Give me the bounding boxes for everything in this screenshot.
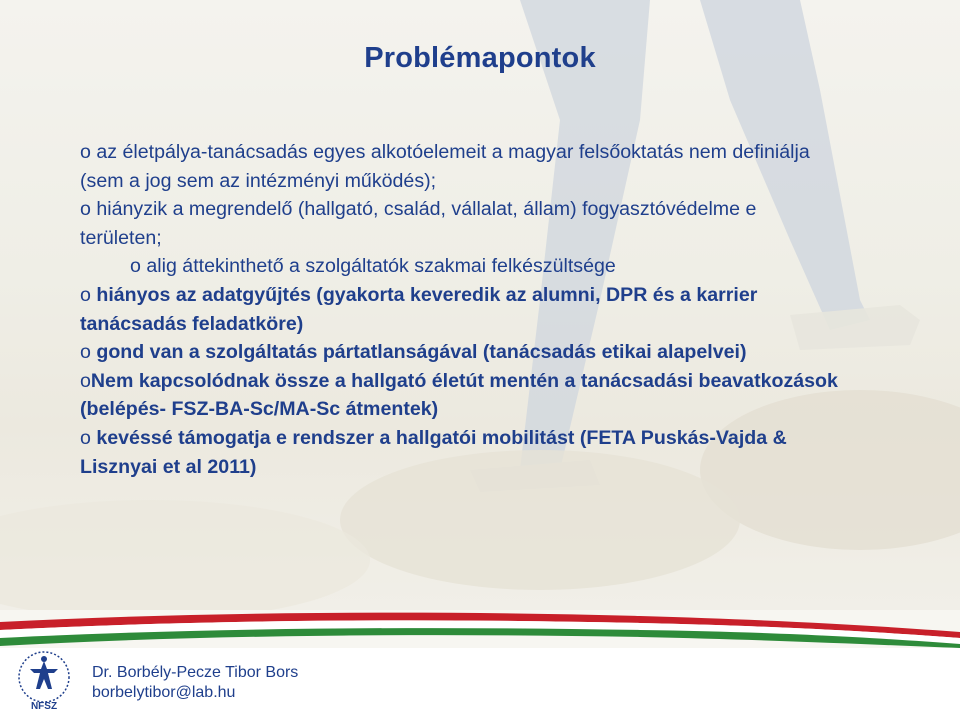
bullet-text: kevéssé támogatja e rendszer a hallgatói mobilitást (FETA Puskás-Vajda & Lisznyai et al 2011) xyxy=(80,426,787,478)
bullet-text: az életpálya-tanácsadás egyes alkotóelemeit a magyar felsőoktatás nem definiálja (sem a jog sem az intézményi működés); xyxy=(80,141,810,192)
bullet-item-5 xyxy=(80,338,840,367)
bullet-text: hiányzik a megrendelő (hallgató, család, vállalat, állam) fogyasztóvédelme e területen; xyxy=(80,198,757,249)
nfsz-logo xyxy=(10,647,78,713)
flag-ribbon xyxy=(0,608,960,648)
bullet-item-6 xyxy=(80,367,840,424)
slide-title: Problémapontok xyxy=(364,42,596,74)
bullet-item-2 xyxy=(80,195,840,252)
bullet-marker: o xyxy=(80,341,91,364)
bullet-text: gond van a szolgáltatás pártatlanságával (tanácsadás etikai alapelvei) xyxy=(90,341,747,364)
bullet-item-4 xyxy=(80,281,840,338)
bullet-marker: o xyxy=(130,255,141,278)
bullet-marker: o xyxy=(80,198,91,221)
bullet-marker: o xyxy=(80,426,91,449)
bullet-text: Nem kapcsolódnak össze a hallgató életút mentén a tanácsadási beavatkozások (belépés- FSZ-BA-Sc/MA-Sc átmentek) xyxy=(80,369,838,421)
bullet-marker: o xyxy=(80,369,91,392)
bullet-text: hiányos az adatgyűjtés (gyakorta keveredik az alumni, DPR és a karrier tanácsadás feladatköre) xyxy=(80,283,758,335)
bullet-text: alig áttekinthető a szolgáltatók szakmai felkészültsége xyxy=(140,255,616,278)
bullet-item-1 xyxy=(80,138,840,195)
author-name: Dr. Borbély-Pecze Tibor Bors xyxy=(92,664,299,681)
bullet-marker: o xyxy=(80,283,91,306)
bullet-list xyxy=(80,138,840,481)
bullet-item-7 xyxy=(80,424,840,481)
bullet-item-3 xyxy=(80,252,840,281)
logo-text: NFSZ xyxy=(30,701,58,712)
bullet-marker: o xyxy=(80,141,91,163)
author-email[interactable]: borbelytibor@lab.hu xyxy=(92,684,236,701)
